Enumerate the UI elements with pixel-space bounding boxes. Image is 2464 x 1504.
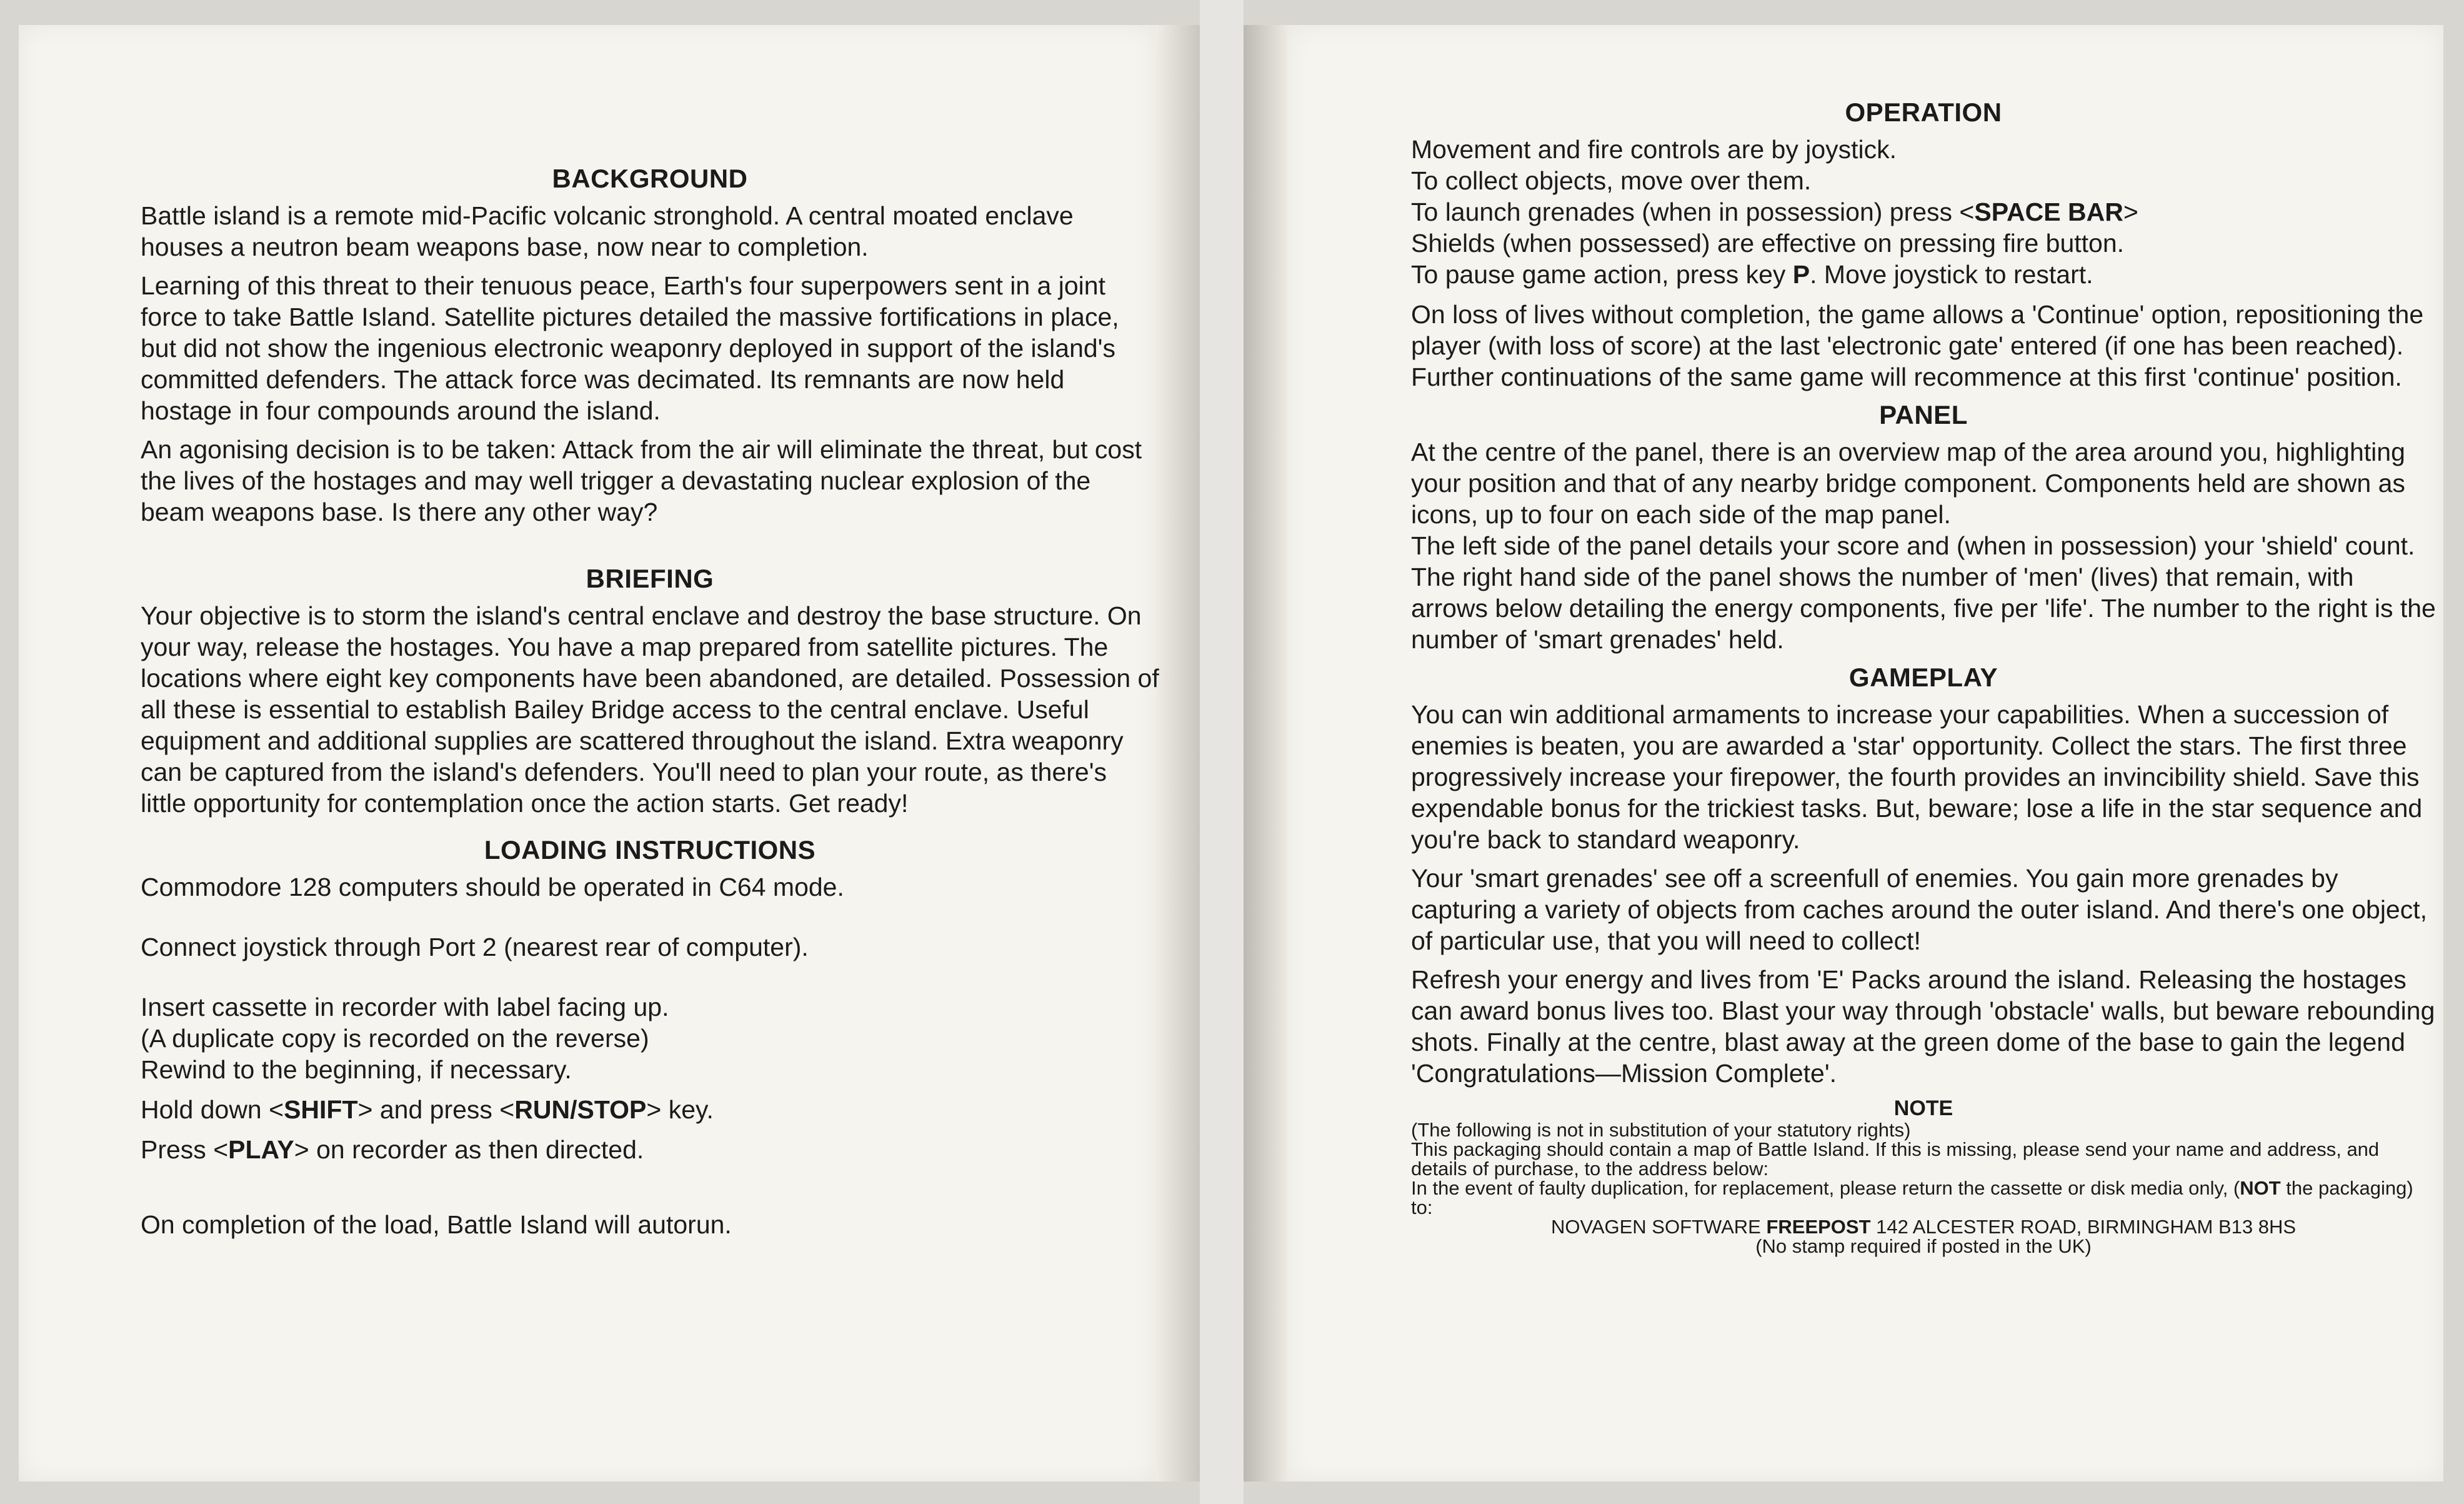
panel-paragraph-2: The left side of the panel details your score and (when in possession) your 'shield' count. The right hand side of the panel shows the number of 'men' (lives) that remain, with arrows below detailing the energy components, five per 'life'. The number to the right is the number of 'smart grenades' held. — [1411, 531, 2436, 654]
operation-line-4: Shields (when possessed) are effective on pressing fire button. — [1411, 229, 2125, 258]
right-page-fold — [1244, 25, 1287, 1481]
operation-line-3: To launch grenades (when in possession) press <SPACE BAR> — [1411, 198, 2138, 226]
operation-line-1: Movement and fire controls are by joystick. — [1411, 135, 1897, 164]
p-key-label: P — [1792, 260, 1810, 289]
briefing-section — [141, 564, 1159, 819]
freepost-label: FREEPOST — [1766, 1216, 1871, 1238]
loading-section — [141, 835, 1159, 1240]
background-heading: BACKGROUND — [552, 164, 748, 193]
background-paragraph-2: Learning of this threat to their tenuous peace, Earth's four superpowers sent in a joint force to take Battle Island. Satellite pictures detailed the massive fortifications in place, but did not show the ingenious electronic weaponry deployed in support of the island's committed defenders. The attack force was decimated. Its remnants are now held hostage in four compounds around the island. — [141, 271, 1119, 425]
operation-line-5: To pause game action, press key P. Move joystick to restart. — [1411, 260, 2093, 289]
operation-line-2: To collect objects, move over them. — [1411, 166, 1812, 195]
background-section — [141, 164, 1159, 528]
booklet-gap — [1200, 0, 1244, 1504]
operation-paragraph-2: On loss of lives without completion, the game allows a 'Continue' option, repositioning the player (with loss of score) at the last 'electronic gate' entered (if one has been reached). Further continuations of the same game will recommence at this first 'continue' position. — [1411, 300, 2424, 391]
run-stop-key-label: RUN/STOP — [514, 1095, 647, 1124]
note-address: NOVAGEN SOFTWARE FREEPOST 142 ALCESTER ROAD, BIRMINGHAM B13 8HS — [1550, 1216, 2297, 1238]
space-bar-key-label: SPACE BAR — [1974, 198, 2123, 226]
loading-line-5: Rewind to the beginning, if necessary. — [141, 1055, 572, 1084]
gameplay-paragraph-1: You can win additional armaments to increase your capabilities. When a succession of enemies is beaten, you are awarded a 'star' opportunity. Collect the stars. The first three progressively increase your firepower, the fourth provides an invincibility shield. Save this expendable bonus for the trickiest tasks. But, beware; lose a life in the star sequence and you're back to standard weaponry. — [1411, 700, 2423, 854]
left-page-fold — [1156, 25, 1200, 1481]
loading-heading: LOADING INSTRUCTIONS — [484, 835, 816, 865]
briefing-paragraph: Your objective is to storm the island's central enclave and destroy the base structure. On your way, release the hostages. You have a map prepared from satellite pictures. The locations where eight key components have been abandoned, are detailed. Possession of all these is essential to establish Bailey Bridge access to the central enclave. Useful equipment and additional supplies are scattered throughout the island. Extra weaponry can be captured from the island's defenders. You'll need to plan your route, as there's little opportunity for contemplation once the action starts. Get ready! — [141, 601, 1159, 818]
loading-line-6: Hold down <SHIFT> and press <RUN/STOP> key. — [141, 1095, 714, 1124]
panel-section — [1411, 400, 2436, 655]
panel-heading: PANEL — [1879, 400, 1968, 429]
operation-section — [1411, 98, 2436, 393]
operation-heading: OPERATION — [1845, 98, 2002, 127]
loading-line-4: (A duplicate copy is recorded on the reverse) — [141, 1024, 649, 1053]
left-column — [141, 164, 1159, 1240]
gameplay-paragraph-2: Your 'smart grenades' see off a screenfull of enemies. You gain more grenades by capturing a variety of objects from caches around the outer island. And there's one object, of particular use, that you will need to collect! — [1411, 864, 2428, 955]
right-column — [1411, 98, 2436, 1256]
briefing-heading: BRIEFING — [586, 564, 714, 593]
note-heading: NOTE — [1893, 1096, 1953, 1120]
note-line-1: (The following is not in substitution of your statutory rights) — [1411, 1119, 1911, 1141]
gameplay-paragraph-3: Refresh your energy and lives from 'E' Packs around the island. Releasing the hostages can award bonus lives too. Blast your way through 'obstacle' walls, but beware rebounding shots. Finally at the centre, blast away at the green dome of the base to gain the legend 'Congratulations—Mission Complete'. — [1411, 965, 2435, 1088]
note-line-3: In the event of faulty duplication, for replacement, please return the cassette or disk media only, (NOT the packaging) to: — [1411, 1177, 2413, 1218]
loading-line-1: Commodore 128 computers should be operated in C64 mode. — [141, 873, 844, 901]
note-line-2: This packaging should contain a map of Battle Island. If this is missing, please send your name and address, and details of purchase, to the address below: — [1411, 1138, 2380, 1180]
loading-line-3: Insert cassette in recorder with label facing up. — [141, 993, 669, 1021]
background-paragraph-3: An agonising decision is to be taken: Attack from the air will eliminate the threat, but cost the lives of the hostages and may well trigger a devastating nuclear explosion of the beam weapons base. Is there any other way? — [141, 435, 1142, 526]
loading-line-8: On completion of the load, Battle Island will autorun. — [141, 1210, 732, 1239]
loading-line-2: Connect joystick through Port 2 (nearest rear of computer). — [141, 933, 809, 961]
background-paragraph-1: Battle island is a remote mid-Pacific volcanic stronghold. A central moated enclave houses a neutron beam weapons base, now near to completion. — [141, 201, 1074, 261]
panel-paragraph-1: At the centre of the panel, there is an overview map of the area around you, highlighting your position and that of any nearby bridge component. Components held are shown as icons, up to four on each side of the map panel. — [1411, 438, 2405, 529]
loading-line-7: Press <PLAY> on recorder as then directed. — [141, 1135, 644, 1164]
note-line-5: (No stamp required if posted in the UK) — [1755, 1235, 2092, 1257]
shift-key-label: SHIFT — [284, 1095, 358, 1124]
gameplay-section — [1411, 663, 2436, 1089]
gameplay-heading: GAMEPLAY — [1848, 663, 1998, 692]
not-emphasis: NOT — [2240, 1177, 2281, 1199]
note-section — [1411, 1096, 2436, 1256]
play-key-label: PLAY — [228, 1135, 294, 1164]
